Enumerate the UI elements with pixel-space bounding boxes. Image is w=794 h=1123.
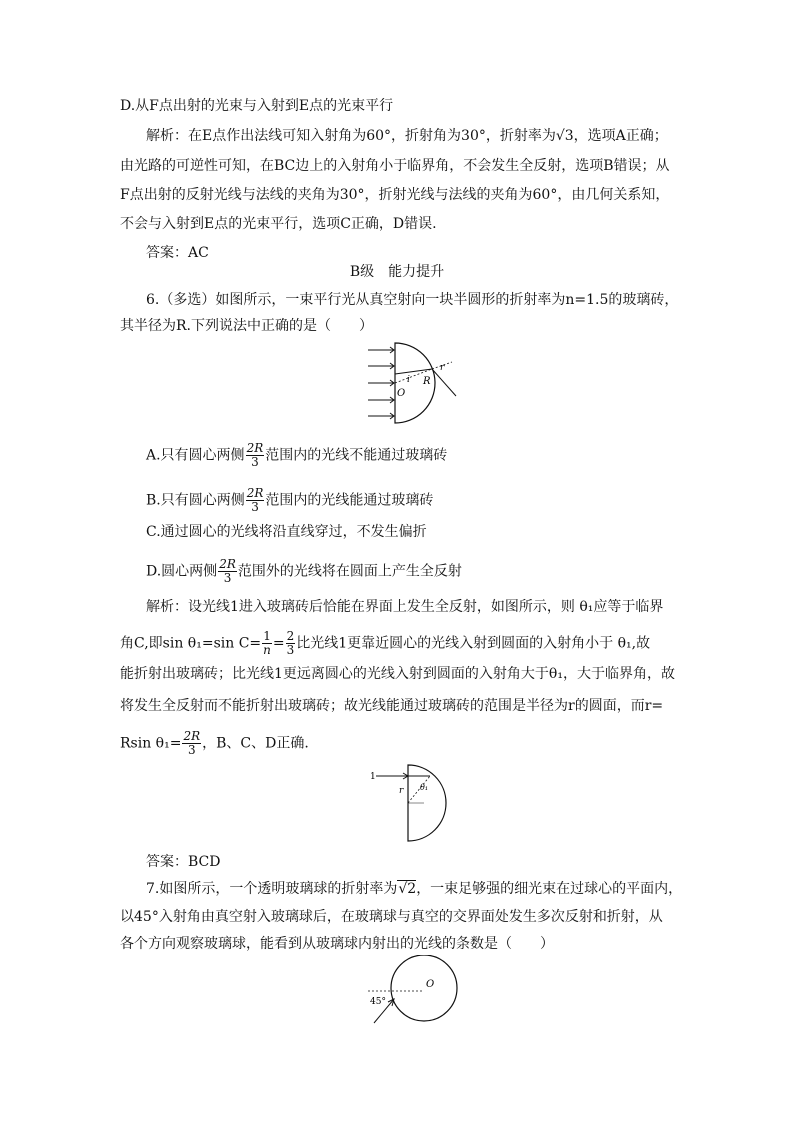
fig2-label-theta: θ₁: [420, 783, 429, 792]
q7-stem-line-2: 以45°入射角由真空射入玻璃球后，在玻璃球与真空的交界面处发生多次反射和折射，从: [120, 909, 663, 925]
q6-solution-2c: 比光线1更靠近圆心的光线入射到圆面的入射角小于 θ₁,故: [296, 635, 651, 652]
fraction-2-3: $\frac{2}{3}$: [286, 629, 295, 657]
q6-option-d-post: 范围外的光线将在圆面上产生全反射: [237, 563, 462, 580]
fraction-1-n: $\frac{1}{n}$: [263, 629, 271, 657]
section-heading: B级 能力提升: [349, 264, 445, 280]
q7-figure-label-o: O: [426, 979, 435, 990]
q5-answer: 答案：AC: [146, 245, 209, 261]
q6-solution-line-4: 将发生全反射而不能折射出玻璃砖；故光线能通过玻璃砖的范围是半径为r的圆面，而r=: [120, 698, 664, 714]
q6-figure-label-r-big: R: [423, 376, 431, 387]
q5-option-d: D.从F点出射的光束与入射到E点的光束平行: [120, 98, 394, 114]
q6-option-c: C.通过圆心的光线将沿直线穿过，不发生偏折: [146, 524, 427, 540]
fraction-2r-3: $\frac{2R}{3}$: [246, 441, 264, 469]
q6-option-d-pre: D.圆心两侧: [146, 563, 218, 580]
fraction-2r-3: $\frac{2R}{3}$: [219, 557, 236, 585]
q5-solution-line-2: 由光路的可逆性可知，在BC边上的入射角小于临界角，不会发生全反射，选项B错误；从: [120, 158, 670, 174]
q5-solution-line-3: F点出射的反射光线与法线的夹角为30°，折射光线与法线的夹角为60°，由几何关系知，: [120, 187, 670, 203]
q6-solution-5a: Rsin θ₁=: [120, 735, 182, 752]
q7-figure-glass-ball: [360, 955, 470, 1030]
q6-option-d: [146, 558, 706, 585]
q6-option-b-pre: B.只有圆心两侧: [146, 492, 245, 509]
q7-stem-1a: 7.如图所示，一个透明玻璃球的折射率为: [146, 881, 398, 897]
q7-stem-line-3: 各个方向观察玻璃球，能看到从玻璃球内射出的光线的条数是（ ）: [120, 936, 554, 952]
q5-solution-line-4: 不会与入射到E点的光束平行，选项C正确，D错误.: [120, 216, 437, 232]
q6-figure-semicircle: [360, 338, 460, 428]
q7-figure-label-angle: 45°: [370, 997, 386, 1007]
q7-stem-1c: ，一束足够强的细光束在过球心的平面内，: [416, 881, 683, 897]
q6-option-a: [146, 442, 706, 469]
q6-stem-line-1: 6.（多选）如图所示，一束平行光从真空射向一块半圆形的折射率为n=1.5的玻璃砖，: [146, 292, 679, 308]
q5-solution-line-1: 解析：在E点作出法线可知入射角为60°，折射角为30°，折射率为√3，选项A正确；: [146, 128, 668, 144]
q6-figure-label-o: O: [397, 388, 406, 399]
fraction-2r-3: $\frac{2R}{3}$: [183, 729, 201, 757]
q6-solution-line-3: 能折射出玻璃砖；比光线1更远离圆心的光线入射到圆面的入射角大于θ₁，大于临界角，故: [120, 666, 675, 682]
q6-solution-5b: ，B、C、D正确.: [202, 735, 309, 752]
q6-answer: 答案：BCD: [146, 854, 221, 870]
q6-stem-line-2: 其半径为R.下列说法中正确的是（ ）: [120, 318, 373, 334]
q6-solution-line-2: [120, 630, 680, 657]
q6-option-b-post: 范围内的光线能通过玻璃砖: [265, 492, 434, 509]
fraction-2r-3: $\frac{2R}{3}$: [246, 486, 264, 514]
q6-solution-2b: =: [272, 635, 285, 652]
q6-figure-label-i: i: [407, 375, 410, 385]
q6-option-b: [146, 487, 706, 514]
q6-figure-critical-ray: [368, 762, 458, 844]
q6-figure-label-r: r: [440, 363, 445, 373]
q6-solution-line-5: [120, 730, 680, 757]
q6-solution-line-1: 解析：设光线1进入玻璃砖后恰能在界面上发生全反射，如图所示，则 θ₁应等于临界: [146, 599, 664, 615]
q6-option-a-post: 范围内的光线不能通过玻璃砖: [265, 447, 448, 464]
fig2-label-1: 1: [370, 772, 376, 782]
fig2-label-r: r: [399, 786, 404, 796]
q6-solution-2a: 角C,即sin θ₁=sin C=: [120, 635, 262, 652]
q6-option-a-pre: A.只有圆心两侧: [146, 447, 245, 464]
q7-stem-line-1: [146, 879, 706, 899]
q7-refractive-index: √2: [398, 881, 417, 897]
